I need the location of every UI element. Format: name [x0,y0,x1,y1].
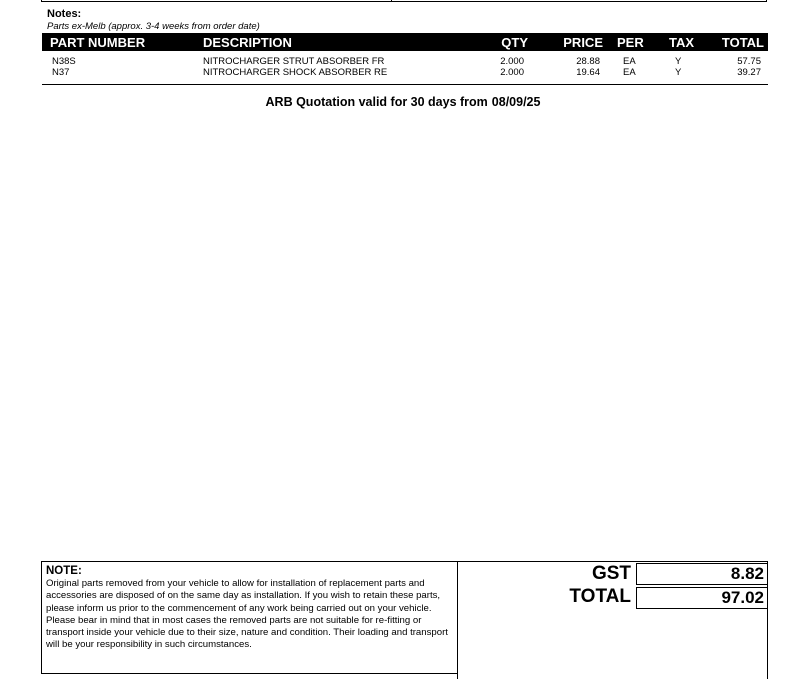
cell-total: 39.27 [737,67,761,78]
cell-qty: 2.000 [500,56,524,67]
total-label: TOTAL [569,586,631,607]
totals-box [457,561,768,679]
cell-per: EA [623,67,636,78]
note-body: Original parts removed from your vehicle to allow for installation of replacement parts and accessories are disposed of on the same day as installation. If you wish to retain these parts, please inform us prior to the commencement of any work being carried out on your vehicle. Please bear in mind that in most cases the removed parts are not suitable for re-fitting or transport inside your vehicle due to their size, nature and condition. Their loading and transport will be your responsibility in such circumstances. [46,578,448,651]
top-frame-divider [391,0,392,2]
top-frame [41,0,767,2]
cell-part-number: N38S [52,56,76,67]
cell-part-number: N37 [52,67,70,78]
table-row [42,56,768,67]
header-part-number: PART NUMBER [50,35,146,50]
header-per: PER [617,35,644,50]
cell-price: 19.64 [576,67,600,78]
cell-tax: Y [675,67,682,78]
table-bottom-rule [42,84,768,85]
gst-label: GST [591,563,631,584]
table-row [42,67,768,78]
header-qty: QTY [501,35,528,50]
cell-qty: 2.000 [500,67,524,78]
header-tax: TAX [669,35,695,50]
note-heading: NOTE: [46,565,82,577]
cell-total: 57.75 [737,56,761,67]
notes-heading: Notes: [47,8,82,20]
cell-per: EA [623,56,636,67]
validity-text: ARB Quotation valid for 30 days from [265,95,488,109]
cell-description: NITROCHARGER SHOCK ABSORBER RE [203,67,388,78]
gst-value: 8.82 [636,563,768,585]
header-description: DESCRIPTION [203,35,292,50]
cell-price: 28.88 [576,56,600,67]
cell-tax: Y [675,56,682,67]
validity-date: 08/09/25 [491,95,541,109]
cell-description: NITROCHARGER STRUT ABSORBER FR [203,56,385,67]
table-header [42,33,768,51]
header-price: PRICE [563,35,603,50]
notes-text: Parts ex-Melb (approx. 3-4 weeks from order date) [47,21,260,32]
disposal-note-box [41,561,458,674]
quotation-validity [0,95,806,109]
total-value: 97.02 [636,587,768,609]
header-total: TOTAL [721,35,764,50]
